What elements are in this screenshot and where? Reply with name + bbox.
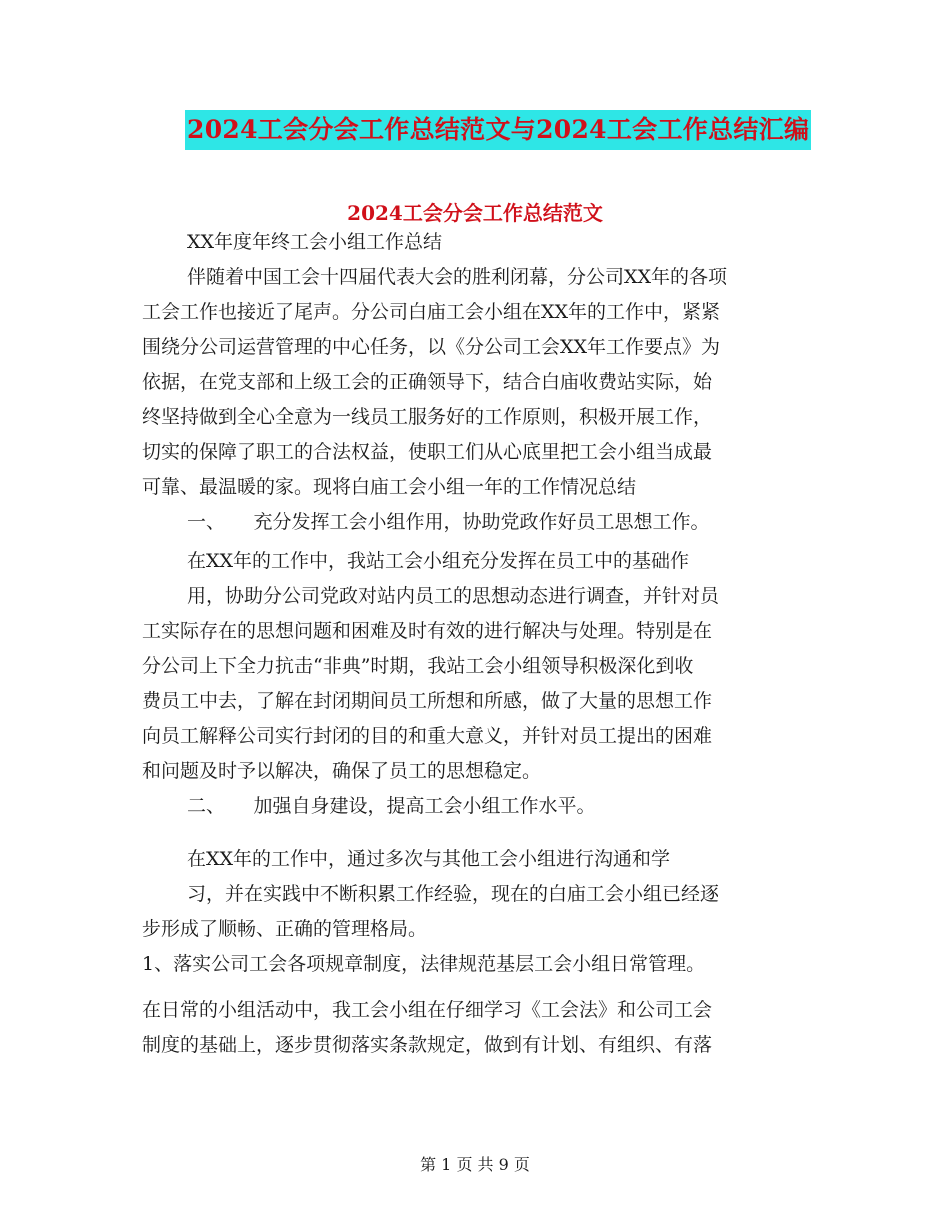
paragraph-line: 一、 充分发挥工会小组作用，协助党政作好员工思想工作。: [187, 511, 710, 533]
paragraph-line: 依据，在党支部和上级工会的正确领导下，结合白庙收费站实际，始: [142, 371, 713, 393]
paragraph-line: 分公司上下全力抗击“非典”时期，我站工会小组领导积极深化到收: [142, 655, 694, 677]
section-heading-1: 在XX年的工作中，我站工会小组充分发挥在员工中的基础作: [187, 550, 690, 572]
section-heading-2: 在XX年的工作中，通过多次与其他工会小组进行沟通和学: [187, 848, 671, 870]
paragraph-line: 二、 加强自身建设，提高工会小组工作水平。: [187, 795, 596, 817]
list-item-heading: 在日常的小组活动中，我工会小组在仔细学习《工会法》和公司工会: [142, 999, 713, 1021]
paragraph-line: 费员工中去，了解在封闭期间员工所想和所感，做了大量的思想工作: [142, 690, 713, 712]
paragraph-line: 用，协助分公司党政对站内员工的思想动态进行调查，并针对员: [187, 585, 720, 607]
paragraph-line: 围绕分公司运营管理的中心任务，以《分公司工会XX年工作要点》为: [142, 336, 721, 358]
page-number-footer: 第 1 页 共 9 页: [420, 1155, 530, 1174]
paragraph-line: 制度的基础上，逐步贯彻落实条款规定，做到有计划、有组织、有落: [142, 1034, 713, 1056]
paragraph-line: 1、落实公司工会各项规章制度，法律规范基层工会小组日常管理。: [142, 953, 706, 975]
paragraph-line: 终坚持做到全心全意为一线员工服务好的工作原则，积极开展工作，: [142, 406, 713, 428]
paragraph-line: 切实的保障了职工的合法权益，使职工们从心底里把工会小组当成最: [142, 441, 713, 463]
paragraph-line: 步形成了顺畅、正确的管理格局。: [142, 918, 428, 940]
section-subtitle: 2024工会分会工作总结范文: [347, 201, 603, 225]
paragraph-line: 习，并在实践中不断积累工作经验，现在的白庙工会小组已经逐: [187, 883, 720, 905]
paragraph-line: 可靠、最温暖的家。现将白庙工会小组一年的工作情况总结: [142, 476, 637, 498]
document-main-title: 2024工会分会工作总结范文与2024工会工作总结汇编: [185, 110, 811, 150]
paragraph-line: 伴随着中国工会十四届代表大会的胜利闭幕，分公司XX年的各项: [187, 266, 728, 288]
paragraph-line: 和问题及时予以解决，确保了员工的思想稳定。: [142, 760, 542, 782]
paragraph-line: 工会工作也接近了尾声。分公司白庙工会小组在XX年的工作中，紧紧: [142, 301, 721, 323]
paragraph-line: XX年度年终工会小组工作总结: [187, 231, 443, 253]
paragraph-line: 工实际存在的思想问题和困难及时有效的进行解决与处理。特别是在: [142, 620, 713, 642]
paragraph-line: 向员工解释公司实行封闭的目的和重大意义，并针对员工提出的困难: [142, 725, 713, 747]
